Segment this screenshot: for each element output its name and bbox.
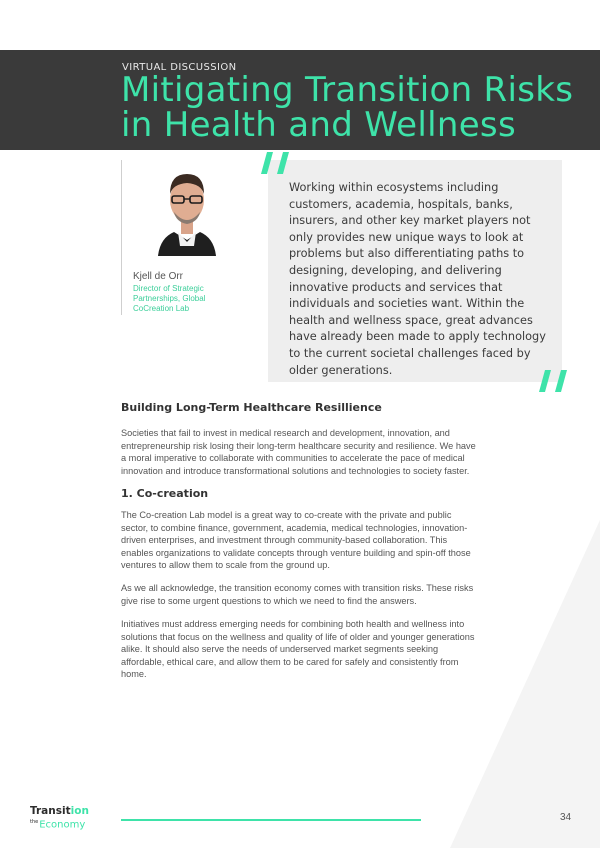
speaker-role: Director of Strategic Partnerships, Global CoCreation Lab [133, 284, 206, 313]
section-heading-cocreation: 1. Co-creation [121, 487, 209, 501]
pull-quote: Working within ecosystems including customers, academia, hospitals, banks, insurers, and other key market players not only provides new unique ways to look at problems but also differentiating paths to designing, developing, and delivering innovative products and services that individuals and societies want. Within the health and wellness space, great advances have already been made to apply technology to the current societal challenges faced by older generations. [289, 181, 546, 377]
article-body [121, 402, 481, 691]
logo-sup: the [30, 819, 39, 825]
page-number: 34 [560, 812, 572, 823]
logo-text-2: ion [70, 805, 89, 817]
divider-line [121, 160, 122, 315]
close-quote-icon [537, 370, 569, 392]
section-kicker: VIRTUAL DISCUSSION [122, 62, 237, 73]
paragraph: Initiatives must address emerging needs for combining both health and wellness into solutions that focus on the wellness and quality of life of older and younger generations alike. It should also serve the needs of underserved market segments seeking affordable, ethical care, and allow them to be cared for safely and consistently from home. [121, 619, 475, 679]
open-quote-icon [259, 152, 291, 174]
page-title: Mitigating Transition Risks in Health and Wellness [121, 70, 574, 145]
speaker-photo [154, 160, 220, 256]
section-heading-resilience: Building Long-Term Healthcare Resillience [121, 401, 382, 414]
speaker-name: Kjell de Orr [133, 271, 184, 282]
footer-rule [121, 819, 421, 821]
transition-economy-logo [30, 806, 89, 830]
paragraph: The Co-creation Lab model is a great way to co-create with the private and public sector, to combine finance, government, academia, medical technologies, innovation-driven enterprises, and investment through community-based collaboration. This enables organizations to validate concepts through venture building and spin-off those ventures to allow them to scale from the ground up. [121, 510, 471, 571]
logo-text-3: Economy [39, 819, 86, 831]
paragraph: As we all acknowledge, the transition economy comes with transition risks. These risks give rise to some urgent questions to which we need to find the answers. [121, 583, 474, 606]
logo-text-1: Transit [30, 805, 71, 817]
paragraph-resilience: Societies that fail to invest in medical research and development, innovation, and entrepreneurship risk losing their long-term healthcare security and resilience. We have a moral imperative to collaborate with communities to accelerate the pace of medical innovation and introduce transformational solutions and technologies to society faster. [121, 428, 476, 476]
